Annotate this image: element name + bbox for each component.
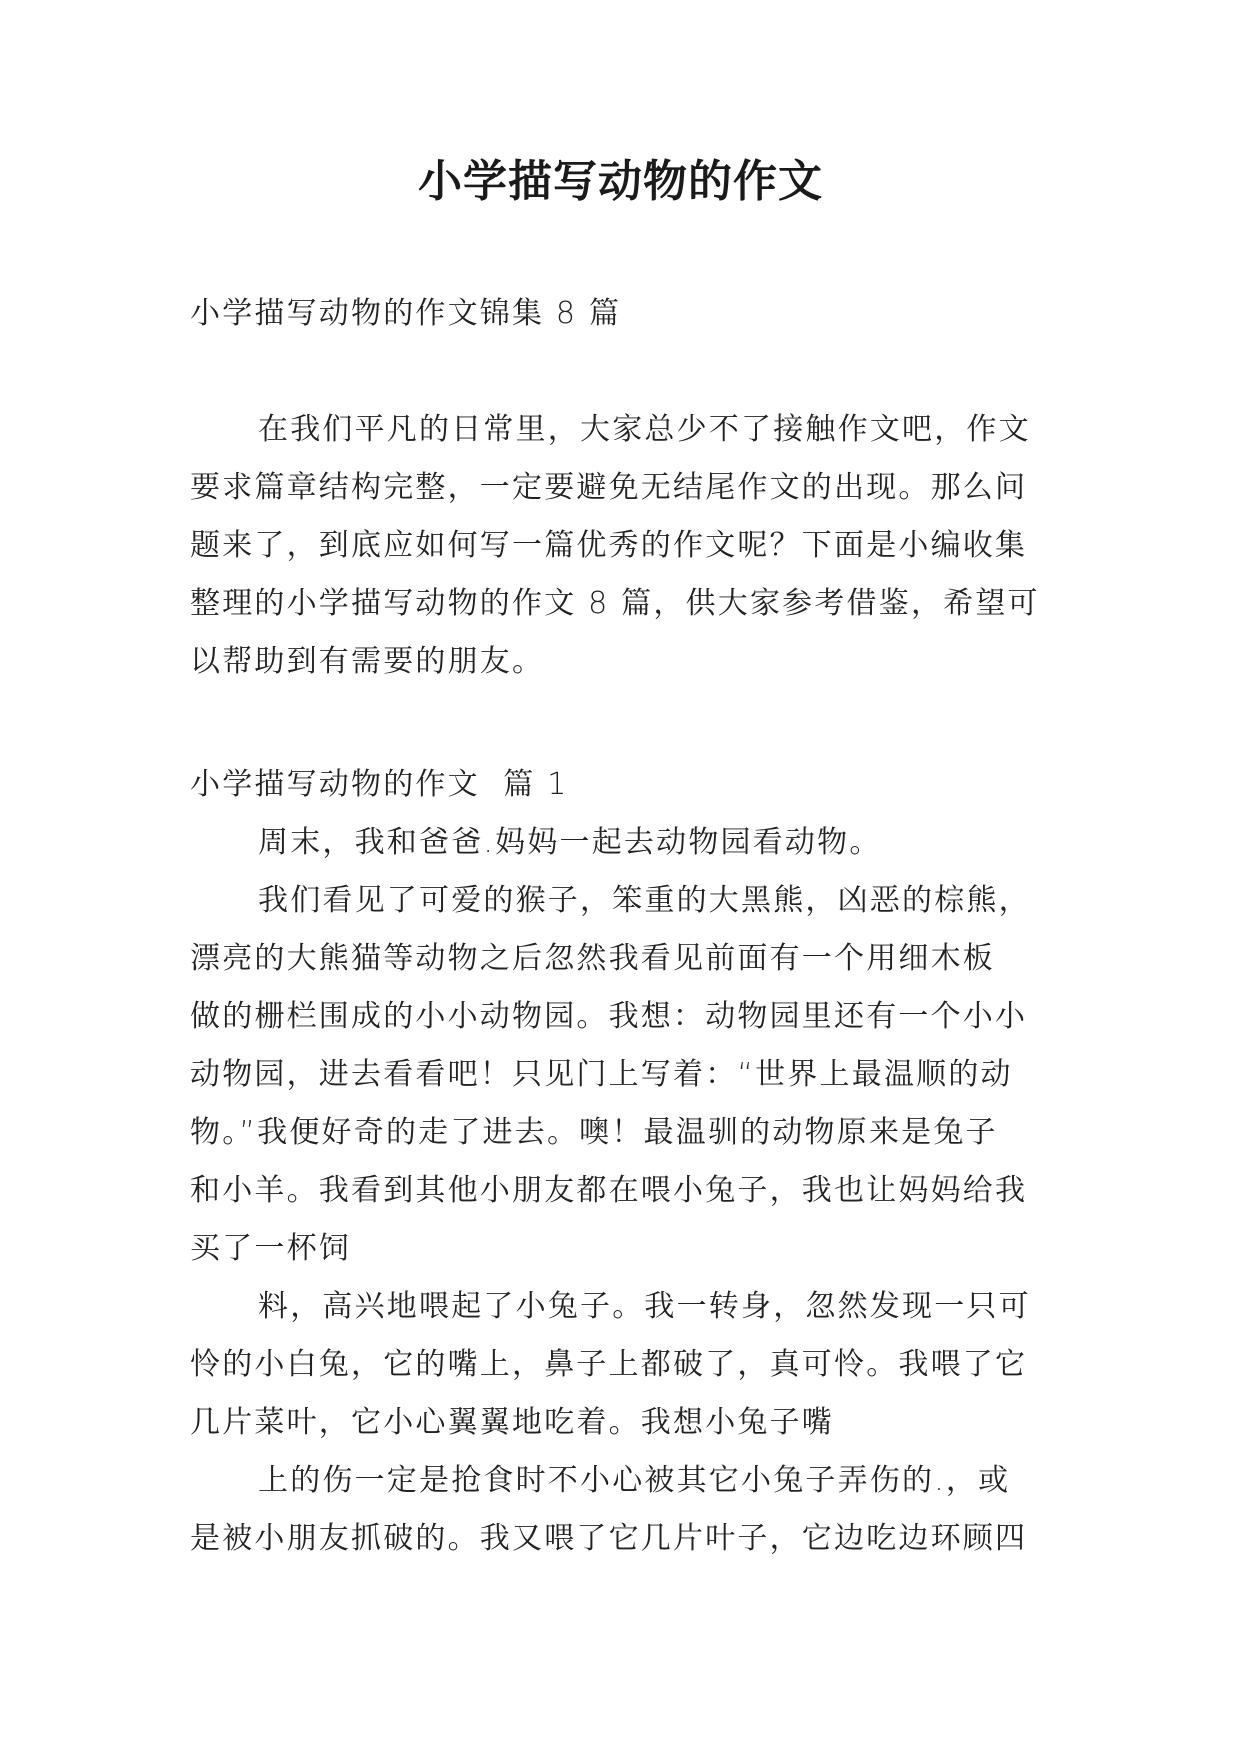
intro-line: 题来了，到底应如何写一篇优秀的作文呢？下面是小编收集 <box>190 528 1028 563</box>
section-heading <box>190 756 1052 814</box>
body-line: 周末，我和爸爸.妈妈一起去动物园看动物。 <box>258 825 882 860</box>
body-line: 物。”我便好奇的走了进去。噢！最温驯的动物原来是兔子 <box>190 1115 998 1150</box>
intro-line: 要求篇章结构完整，一定要避免无结尾作文的出现。那么问 <box>190 470 1028 505</box>
body-line: 几片菜叶，它小心翼翼地吃着。我想小兔子嘴 <box>190 1405 834 1440</box>
document-title: 小学描写动物的作文 <box>418 156 823 207</box>
body-line: 和小羊。我看到其他小朋友都在喂小兔子，我也让妈妈给我 <box>190 1173 1028 1208</box>
body-line: 漂亮的大熊猫等动物之后忽然我看见前面有一个用细木板 <box>190 941 995 976</box>
intro-line: 在我们平凡的日常里，大家总少不了接触作文吧，作文 <box>258 412 1031 447</box>
intro-line: 整理的小学描写动物的作文 8 篇，供大家参考借鉴，希望可 <box>190 586 1040 621</box>
body-line: 我们看见了可爱的猴子，笨重的大黑熊，凶恶的棕熊， <box>258 883 1031 918</box>
intro-line: 以帮助到有需要的朋友。 <box>190 644 545 679</box>
body-line: 动物园，进去看看吧！只见门上写着：“世界上最温顺的动 <box>190 1057 1013 1092</box>
essay-body <box>190 814 1052 1568</box>
section-heading-line: 小学描写动物的作文 篇 1 <box>190 767 569 802</box>
body-line: 怜的小白兔，它的嘴上，鼻子上都破了，真可怜。我喂了它 <box>190 1347 1028 1382</box>
body-line: 上的伤一定是抢食时不小心被其它小兔子弄伤的.，或 <box>258 1463 1011 1498</box>
body-line: 做的栅栏围成的小小动物园。我想：动物园里还有一个小小 <box>190 999 1028 1034</box>
body-line: 是被小朋友抓破的。我又喂了它几片叶子，它边吃边环顾四 <box>190 1521 1028 1556</box>
body-line: 买了一杯饲 <box>190 1231 351 1266</box>
document-subtitle <box>190 285 1052 343</box>
body-line: 料，高兴地喂起了小兔子。我一转身，忽然发现一只可 <box>258 1289 1031 1324</box>
intro-paragraph <box>190 401 1052 691</box>
subtitle-line: 小学描写动物的作文锦集 8 篇 <box>190 296 622 331</box>
